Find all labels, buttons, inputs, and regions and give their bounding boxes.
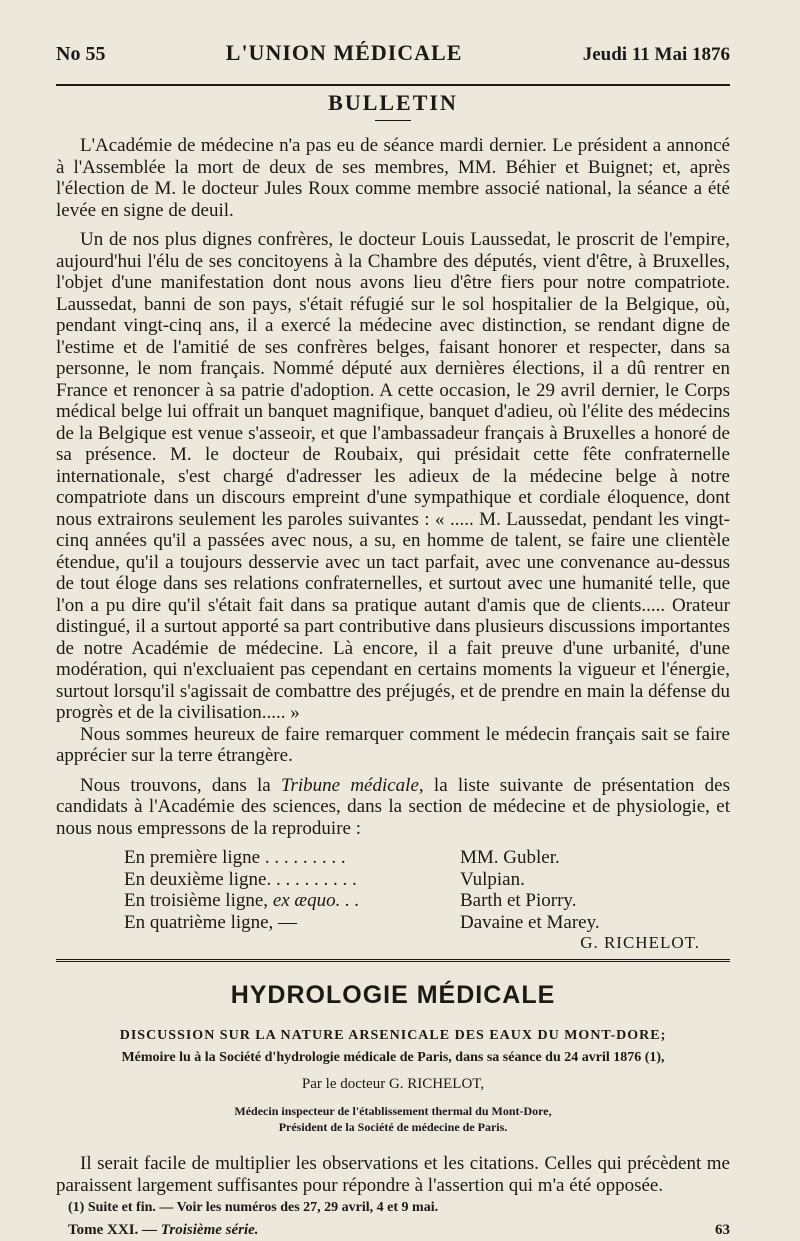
bulletin-underline <box>375 120 411 121</box>
candidate-rank <box>124 847 460 869</box>
rank-text: En première ligne . . . . . . . . . <box>124 847 346 868</box>
rank-text: En deuxième ligne. . . . . . . . . . <box>124 868 357 890</box>
masthead <box>56 40 730 66</box>
bulletin-signature: G. RICHELOT. <box>580 933 700 952</box>
hydrologie-body <box>56 1153 730 1196</box>
bulletin-heading: BULLETIN <box>328 90 458 115</box>
header-rule <box>56 84 730 86</box>
page-number: 63 <box>715 1222 730 1238</box>
candidate-list <box>124 847 730 933</box>
tome-text: Tome XXI. — <box>68 1222 161 1238</box>
p4-before: Nous trouvons, dans la <box>80 774 281 796</box>
candidate-rank <box>124 869 460 891</box>
bulletin-paragraph-1: L'Académie de médecine n'a pas eu de séance mardi dernier. Le président a annoncé à l'Assemblée la mort de deux de ses membres, MM. Béhier et Buignet; et, après l'élection de M. le docteur Jules Roux comme membre associé national, la séance a été levée en signe de deuil. <box>56 135 730 221</box>
author-line: Par le docteur G. RICHELOT, <box>301 1076 485 1092</box>
journal-title: L'UNION MÉDICALE <box>225 40 463 65</box>
candidate-names: Davaine et Marey. <box>460 911 600 933</box>
hydrologie-paragraph: Il serait facile de multiplier les observations et les citations. Celles qui précèdent me paraissent largement suffisantes pour répondre à l'assertion qui m'a été opposée. <box>56 1153 730 1196</box>
issue-date: Jeudi 11 Mai 1876 <box>582 44 730 65</box>
candidate-names: MM. Gubler. <box>460 847 560 868</box>
candidate-row <box>124 847 730 869</box>
page-footer <box>68 1222 730 1239</box>
issue-number: No 55 <box>56 43 106 65</box>
rank-italic: ex æquo. . . <box>272 890 360 911</box>
rank-text: En troisième ligne, <box>124 890 273 911</box>
candidate-row <box>124 912 730 934</box>
footnote: (1) Suite et fin. — Voir les numéros des 27, 29 avril, 4 et 9 mai. <box>68 1200 439 1215</box>
p4-after: la liste suivante de présentation des candidats à l'Académie des sciences, dans la section de médecine et de physiologie, et nous nous empressons de la reproduire : <box>56 774 731 839</box>
bulletin-paragraph-2: Un de nos plus dignes confrères, le docteur Louis Laussedat, le proscrit de l'empire, aujourd'hui l'élu de ses concitoyens à la Chambre des députés, vient d'être, à Bruxelles, l'objet d'une manifestation dont nous avons lieu d'être fiers pour notre compatriote. Laussedat, banni de son pays, s'était réfugié sur le sol hospitalier de la Belgique, où, pendant vingt-cinq ans, il a exercé la médecine avec distinction, se rendant digne de l'estime et de l'amitié de ses confrères belges, faisant honorer et respecter, dans sa personne, le nom français. Nommé député aux dernières élections, il a dû rentrer en France et renoncer à sa patrie d'adoption. A cette occasion, le 29 avril dernier, le Corps médical belge lui offrait un banquet magnifique, banquet d'adieu, où l'élite des médecins de la Belgique est venue s'asseoir, et que l'ambassadeur français à Bruxelles a honoré de sa présence. M. le docteur de Roubaix, qui présidait cette fête confraternelle internationale, s'est chargé d'adresser les adieux de la médecine belge à notre compatriote dans un discours empreint d'une sympathique et cordiale éloquence, dont nous extrairons seulement les paroles suivantes : « ..... M. Laussedat, pendant les vingt-cinq années qu'il a passées avec nous, a su, en homme de talent, se faire une clientèle étendue, qu'il a toujours desservie avec un tact parfait, avec une convenance au-dessus de tout éloge dans ses relations confraternelles, et surtout avec une humanité telle, que l'on a pu dire qu'il s'était fait dans sa pratique autant d'amis que de clients..... Orateur distingué, il a surtout apporté sa part contributive dans plusieurs discussions importantes de notre Académie de médecine. Là encore, il a fait preuve d'une urbanité, d'une modération, qui n'excluaient pas cependant en certains moments la vigueur et l'énergie, surtout lorsqu'il s'agissait de combattre des préjugés, et de prendre en main la défense du progrès et de la civilisation..... » <box>56 229 730 723</box>
candidate-names: Barth et Piorry. <box>460 890 577 911</box>
bulletin-paragraph-3: Nous sommes heureux de faire remarquer comment le médecin français sait se faire apprécier sur la terre étrangère. <box>56 723 730 766</box>
serie-text: Troisième série. <box>160 1222 259 1238</box>
candidate-names: Vulpian. <box>460 868 525 890</box>
p4-italic: Tribune médicale, <box>280 774 424 796</box>
discussion-title: DISCUSSION SUR LA NATURE ARSENICALE DES EAUX DU MONT-DORE; <box>119 1028 667 1043</box>
author-affiliation <box>56 1103 730 1135</box>
hydrologie-heading: HYDROLOGIE MÉDICALE <box>230 981 556 1009</box>
memoire-subtitle: Mémoire lu à la Société d'hydrologie médicale de Paris, dans sa séance du 24 avril 1876 (1), <box>121 1050 665 1065</box>
affiliation-line-2: Président de la Société de médecine de Paris. <box>278 1120 508 1134</box>
candidate-rank <box>124 912 460 934</box>
candidate-row <box>124 869 730 891</box>
section-divider <box>56 959 730 965</box>
bulletin-paragraph-4 <box>56 775 730 840</box>
bulletin-body <box>56 135 730 839</box>
candidate-rank <box>124 890 460 912</box>
tome-label <box>68 1222 259 1239</box>
affiliation-line-1: Médecin inspecteur de l'établissement thermal du Mont-Dore, <box>234 1104 552 1118</box>
candidate-row <box>124 890 730 912</box>
rank-text: En quatrième ligne, — <box>124 911 298 933</box>
